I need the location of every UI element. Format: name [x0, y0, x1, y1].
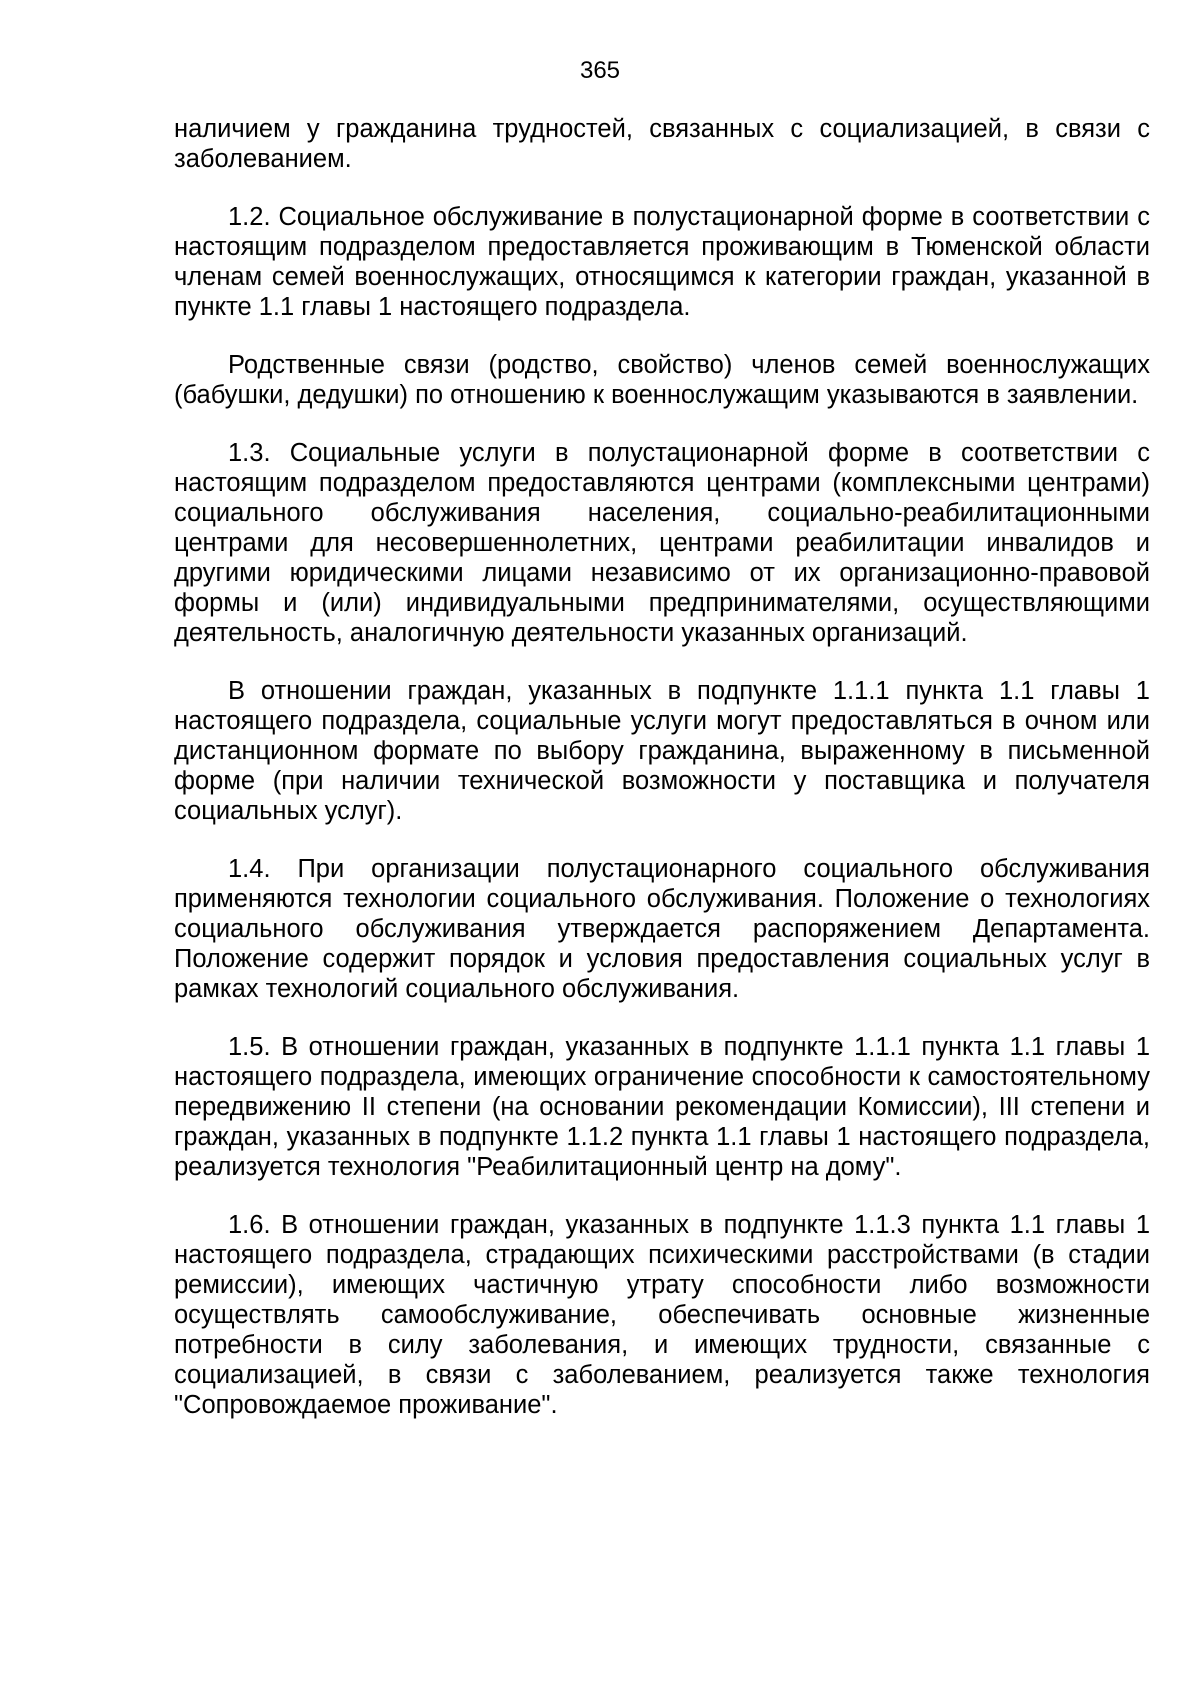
paragraph-1-3: 1.3. Социальные услуги в полустационарной форме в соответствии с настоящим подразделом предоставляются центрами (комплексными центрами) социального обслуживания населения, социально-реабилитационными центрами для несовершеннолетних, центрами реабилитации инвалидов и другими юридическими лицами независимо от их организационно-правовой формы и (или) индивидуальными предпринимателями, осуществляющими деятельность, аналогичную деятельности указанных организаций. — [174, 439, 1150, 647]
paragraph-1-5: 1.5. В отношении граждан, указанных в подпункте 1.1.1 пункта 1.1 главы 1 настоящего подраздела, имеющих ограничение способности к самостоятельному передвижению II степени (на основании рекомендации Комиссии), III степени и граждан, указанных в подпункте 1.1.2 пункта 1.1 главы 1 настоящего подраздела, реализуется технология "Реабилитационный центр на дому". — [174, 1033, 1150, 1181]
paragraph-1-4: 1.4. При организации полустационарного социального обслуживания применяются технологии социального обслуживания. Положение о технологиях социального обслуживания утверждается распоряжением Департамента. Положение содержит порядок и условия предоставления социальных услуг в рамках технологий социального обслуживания. — [174, 855, 1150, 1003]
paragraph-1-6: 1.6. В отношении граждан, указанных в подпункте 1.1.3 пункта 1.1 главы 1 настоящего подраздела, страдающих психическими расстройствами (в стадии ремиссии), имеющих частичную утрату способности либо возможности осуществлять самообслуживание, обеспечивать основные жизненные потребности в силу заболевания, и имеющих трудности, связанные с социализацией, в связи с заболеванием, реализуется также технология "Сопровождаемое проживание". — [174, 1211, 1150, 1419]
page-number: 365 — [579, 57, 621, 84]
paragraph-continuation: наличием у гражданина трудностей, связанных с социализацией, в связи с заболеванием. — [174, 115, 1150, 173]
document-body — [174, 114, 1150, 1448]
paragraph-kinship: Родственные связи (родство, свойство) членов семей военнослужащих (бабушки, дедушки) по отношению к военнослужащим указываются в заявлении. — [174, 351, 1150, 409]
paragraph-1-2: 1.2. Социальное обслуживание в полустационарной форме в соответствии с настоящим подразделом предоставляется проживающим в Тюменской области членам семей военнослужащих, относящимся к категории граждан, указанной в пункте 1.1 главы 1 настоящего подраздела. — [174, 203, 1150, 321]
paragraph-remote-format: В отношении граждан, указанных в подпункте 1.1.1 пункта 1.1 главы 1 настоящего подраздела, социальные услуги могут предоставляться в очном или дистанционном формате по выбору гражданина, выраженному в письменной форме (при наличии технической возможности у поставщика и получателя социальных услуг). — [174, 677, 1150, 825]
